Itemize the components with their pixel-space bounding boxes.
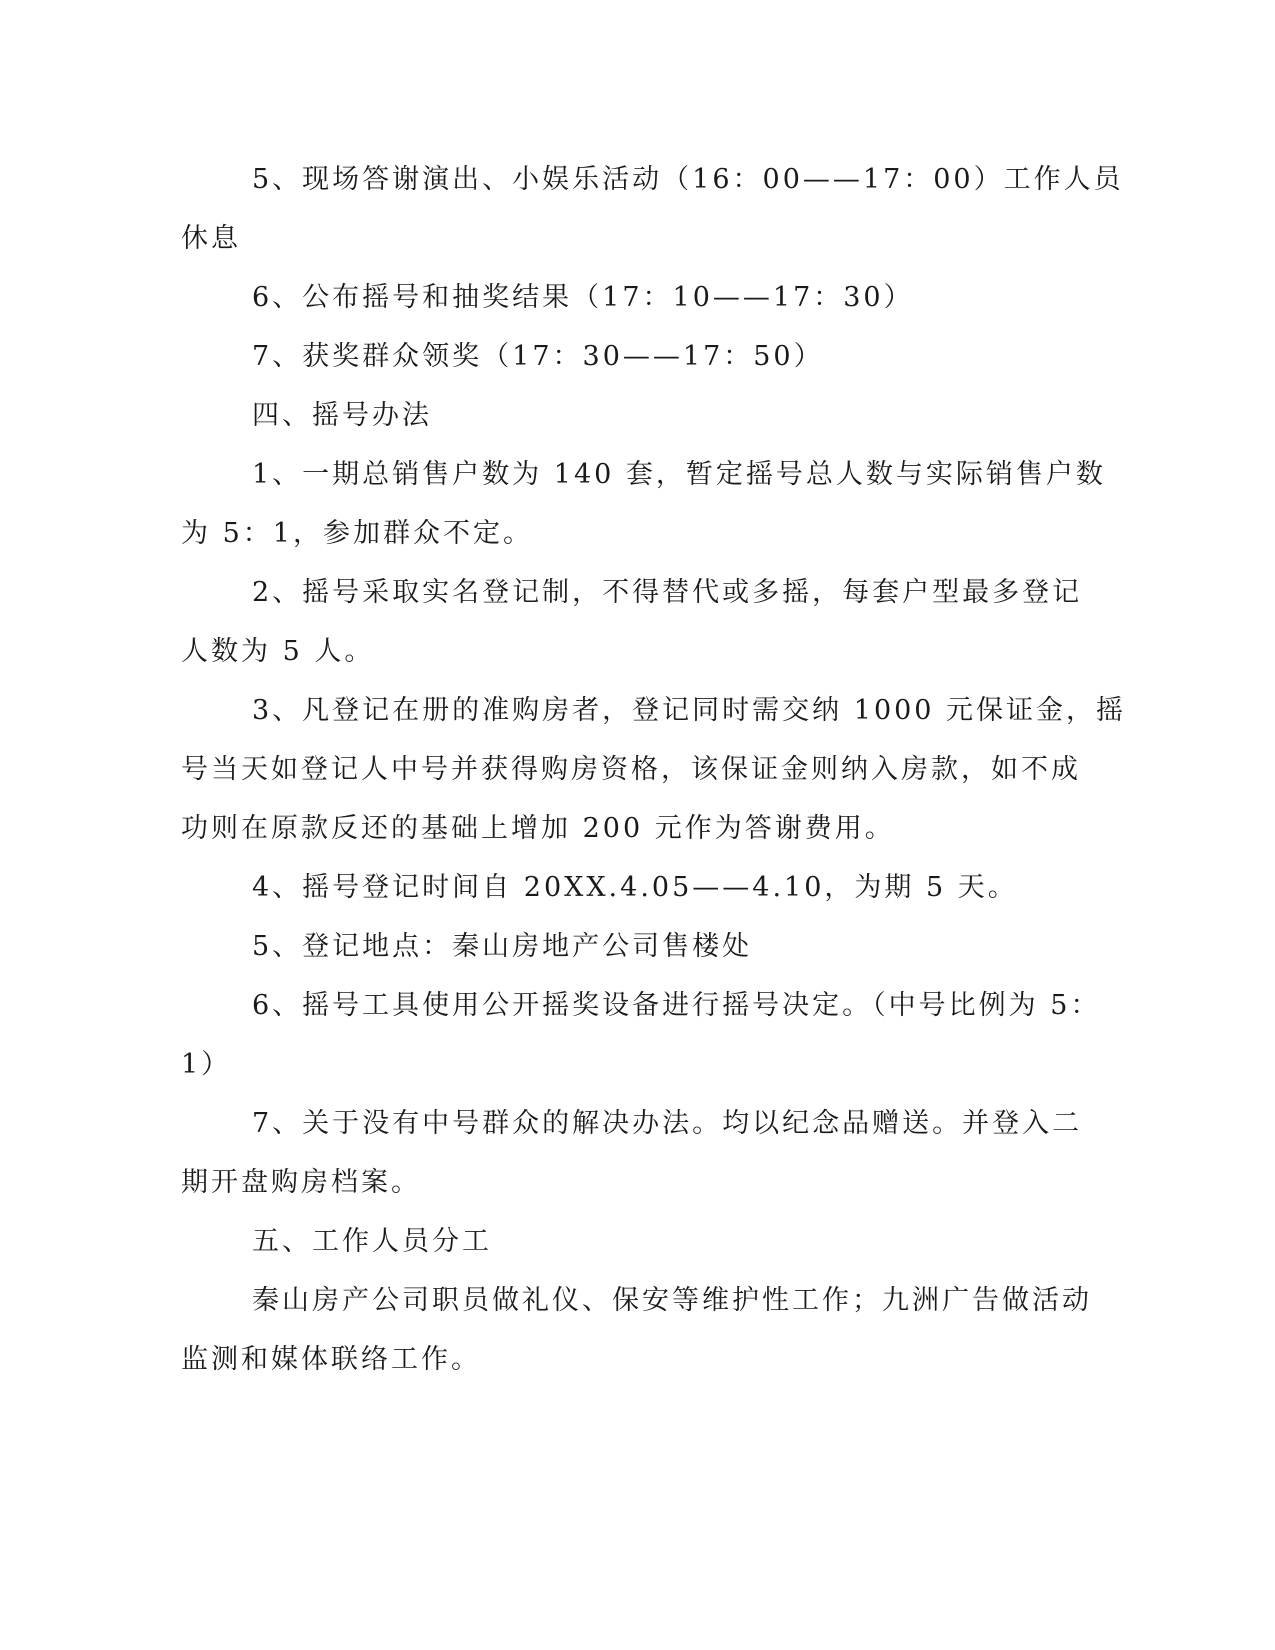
text-line: 号当天如登记人中号并获得购房资格，该保证金则纳入房款，如不成 bbox=[181, 754, 1081, 785]
text-line: 5、现场答谢演出、小娱乐活动（16：00——17：00）工作人员 bbox=[252, 164, 1124, 195]
text-line: 6、摇号工具使用公开摇奖设备进行摇号决定。（中号比例为 5： bbox=[252, 990, 1101, 1021]
text-line: 3、凡登记在册的准购房者，登记同时需交纳 1000 元保证金，摇 bbox=[252, 695, 1127, 726]
text-line: 5、登记地点：秦山房地产公司售楼处 bbox=[252, 931, 753, 962]
text-line: 2、摇号采取实名登记制，不得替代或多摇，每套户型最多登记 bbox=[252, 577, 1083, 608]
text-line: 功则在原款反还的基础上增加 200 元作为答谢费用。 bbox=[181, 813, 895, 844]
text-line: 监测和媒体联络工作。 bbox=[181, 1344, 481, 1375]
text-line: 7、关于没有中号群众的解决办法。均以纪念品赠送。并登入二 bbox=[252, 1108, 1083, 1139]
text-line: 4、摇号登记时间自 20XX.4.05——4.10，为期 5 天。 bbox=[252, 872, 1018, 903]
text-line: 1） bbox=[181, 1049, 232, 1080]
text-line: 休息 bbox=[181, 223, 241, 254]
text-line: 6、公布摇号和抽奖结果（17：10——17：30） bbox=[252, 282, 914, 313]
section-heading: 五、工作人员分工 bbox=[252, 1226, 492, 1257]
section-heading: 四、摇号办法 bbox=[252, 400, 432, 431]
text-line: 7、获奖群众领奖（17：30——17：50） bbox=[252, 341, 824, 372]
text-line: 为 5：1，参加群众不定。 bbox=[181, 518, 533, 549]
text-line: 1、一期总销售户数为 140 套，暂定摇号总人数与实际销售户数 bbox=[252, 459, 1106, 490]
text-line: 秦山房产公司职员做礼仪、保安等维护性工作；九洲广告做活动 bbox=[252, 1285, 1092, 1316]
text-line: 人数为 5 人。 bbox=[181, 636, 375, 667]
text-line: 期开盘购房档案。 bbox=[181, 1167, 421, 1198]
